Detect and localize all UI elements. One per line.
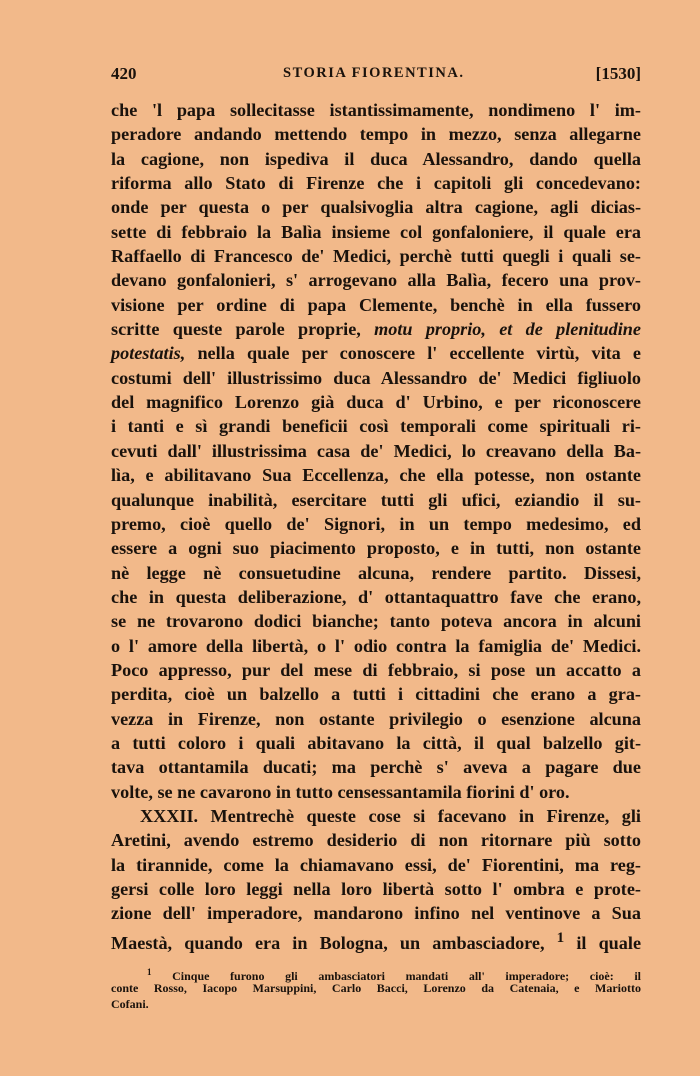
text-line: peradore andando mettendo tempo in mezzo, senza allegarne [111, 124, 641, 145]
footnote-line: Cofani. [111, 997, 149, 1011]
text-segment: scritte queste parole proprie, [111, 319, 361, 340]
footnote-line [111, 964, 642, 983]
text-line: perdita, cioè un balzello a tutti i cittadini che erano a gra- [111, 684, 641, 705]
footnote-reference: 1 [556, 928, 565, 946]
text-line: del magnifico Lorenzo già duca d' Urbino, e per riconoscere [111, 392, 641, 413]
text-segment: nella quale per conoscere l' eccellente virtù, vita e [197, 343, 641, 364]
text-segment: Maestà, quando era in Bologna, un ambasciadore, [111, 932, 545, 953]
running-title: STORIA FIORENTINA. [283, 65, 465, 81]
text-line: qualunque inabilità, esercitare tutti gli ufici, eziandio il su- [111, 489, 641, 510]
text-line: a tutti coloro i quali abitavano la città, il qual balzello git- [111, 732, 641, 753]
footnote-number: 1 [147, 967, 152, 977]
text-line: visione per ordine di papa Clemente, benchè in ella fussero [111, 294, 641, 315]
text-line: Poco appresso, pur del mese di febbraio, si pose un accatto a [111, 659, 641, 680]
text-line: nè legge nè consuetudine alcuna, rendere partito. Dissesi, [111, 562, 641, 583]
text-line: vezza in Firenze, non ostante privilegio o esenzione alcuna [111, 708, 641, 729]
text-line: la tirannide, come la chiamavano essi, de' Fiorentini, ma reg- [111, 854, 641, 875]
text-line-mixed [111, 317, 641, 341]
text-line: riforma allo Stato di Firenze che i capitoli gli concedevano: [111, 173, 641, 194]
text-line: costumi dell' illustrissimo duca Alessandro de' Medici figliuolo [111, 367, 641, 388]
footnote-line: conte Rosso, Iacopo Marsuppini, Carlo Bacci, Lorenzo da Catenaia, e Mariotto [111, 981, 641, 995]
page-header [111, 64, 641, 90]
text-line: onde per questa o per qualsivoglia altra cagione, agli dicias- [111, 197, 641, 218]
text-line: Raffaello di Francesco de' Medici, perchè tutti quegli i quali se- [111, 246, 641, 267]
body-text [111, 98, 642, 953]
text-segment: il quale [576, 932, 642, 953]
scan-watermark [500, 1046, 620, 1076]
text-line: essere a ogni suo piacimento proposto, e in tutti, non ostante [111, 538, 641, 559]
footnote-text: Cinque furono gli ambasciatori mandati all' imperadore; cioè: il [172, 969, 642, 983]
text-line: premo, cioè quello de' Signori, in un tempo medesimo, ed [111, 513, 641, 534]
year-marker: [1530] [595, 64, 641, 83]
text-line: sette di febbraio la Balìa insieme col gonfaloniere, il quale era [111, 221, 641, 242]
text-line: o l' amore della libertà, o l' odio contra la famiglia de' Medici. [111, 635, 641, 656]
section-start-line: XXXII. Mentrechè queste cose si facevano in Firenze, gli [140, 805, 641, 826]
latin-phrase: potestatis, [111, 343, 186, 364]
text-line-with-note [111, 926, 642, 953]
text-line: Aretini, avendo estremo desiderio di non ritornare più sotto [111, 830, 641, 851]
text-line: che 'l papa sollecitasse istantissimamente, nondimeno l' im- [111, 100, 641, 120]
text-line: cevuti dall' illustrissima casa de' Medici, lo creavano della Ba- [111, 440, 641, 461]
text-line: lìa, e abilitavano Sua Eccellenza, che ella potesse, non ostante [111, 465, 641, 486]
latin-phrase: motu proprio, et de plenitudine [374, 319, 641, 340]
text-line-mixed [111, 341, 641, 365]
text-line: se ne trovarono dodici bianche; tanto poteva ancora in alcuni [111, 611, 641, 632]
text-line: devano gonfalonieri, s' arrogevano alla Balìa, fecero una prov- [111, 270, 641, 291]
text-line: gersi colle loro leggi nella loro libertà sotto l' ombra e prote- [111, 879, 641, 899]
text-line: che in questa deliberazione, d' ottantaquattro fave che erano, [111, 586, 641, 607]
text-line: tava ottantamila ducati; ma perchè s' aveva a pagare due [111, 757, 641, 778]
text-line: la cagione, non ispediva il duca Alessandro, dando quella [111, 148, 641, 169]
footnotes [111, 964, 641, 1012]
text-line: volte, se ne cavarono in tutto censessantamila fiorini d' oro. [111, 781, 570, 802]
text-line: i tanti e sì grandi beneficii così temporali come spirituali ri- [111, 416, 641, 437]
page-number: 420 [111, 64, 137, 83]
text-line: zione dell' imperadore, mandarono infino nel ventinove a Sua [111, 903, 641, 924]
